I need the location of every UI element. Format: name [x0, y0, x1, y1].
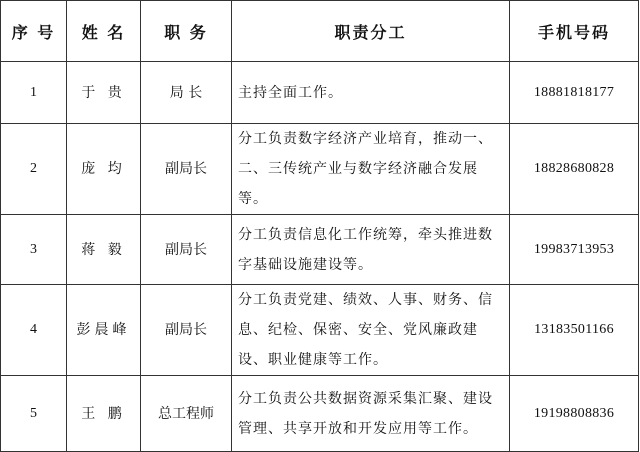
header-no: 序 号 [1, 1, 67, 62]
cell-phone: 18828680828 [510, 124, 639, 215]
table-body [1, 62, 639, 452]
cell-name: 王 鹏 [67, 376, 141, 452]
header-phone: 手机号码 [510, 1, 639, 62]
header-position: 职 务 [141, 1, 232, 62]
cell-position: 局 长 [141, 62, 232, 124]
cell-phone: 13183501166 [510, 285, 639, 376]
table-row [1, 215, 639, 285]
cell-duty: 分工负责信息化工作统筹，牵头推进数字基础设施建设等。 [232, 215, 510, 285]
table-header [1, 1, 639, 62]
cell-phone: 19983713953 [510, 215, 639, 285]
table-row [1, 124, 639, 215]
cell-name: 庞 均 [67, 124, 141, 215]
header-row [1, 1, 639, 62]
cell-duty: 主持全面工作。 [232, 62, 510, 124]
cell-no: 1 [1, 62, 67, 124]
cell-no: 5 [1, 376, 67, 452]
table-row [1, 285, 639, 376]
table-row [1, 376, 639, 452]
cell-phone: 18881818177 [510, 62, 639, 124]
cell-duty: 分工负责公共数据资源采集汇聚、建设管理、共享开放和开发应用等工作。 [232, 376, 510, 452]
cell-no: 4 [1, 285, 67, 376]
cell-phone: 19198808836 [510, 376, 639, 452]
cell-name: 彭晨峰 [67, 285, 141, 376]
cell-duty: 分工负责党建、绩效、人事、财务、信息、纪检、保密、安全、党风廉政建设、职业健康等工作。 [232, 285, 510, 376]
cell-position: 总工程师 [141, 376, 232, 452]
cell-name: 蒋 毅 [67, 215, 141, 285]
cell-no: 2 [1, 124, 67, 215]
cell-position: 副局长 [141, 215, 232, 285]
header-duty: 职责分工 [232, 1, 510, 62]
header-name: 姓 名 [67, 1, 141, 62]
cell-name: 于 贵 [67, 62, 141, 124]
table-row [1, 62, 639, 124]
cell-duty: 分工负责数字经济产业培育，推动一、二、三传统产业与数字经济融合发展等。 [232, 124, 510, 215]
cell-position: 副局长 [141, 124, 232, 215]
cell-position: 副局长 [141, 285, 232, 376]
cell-no: 3 [1, 215, 67, 285]
